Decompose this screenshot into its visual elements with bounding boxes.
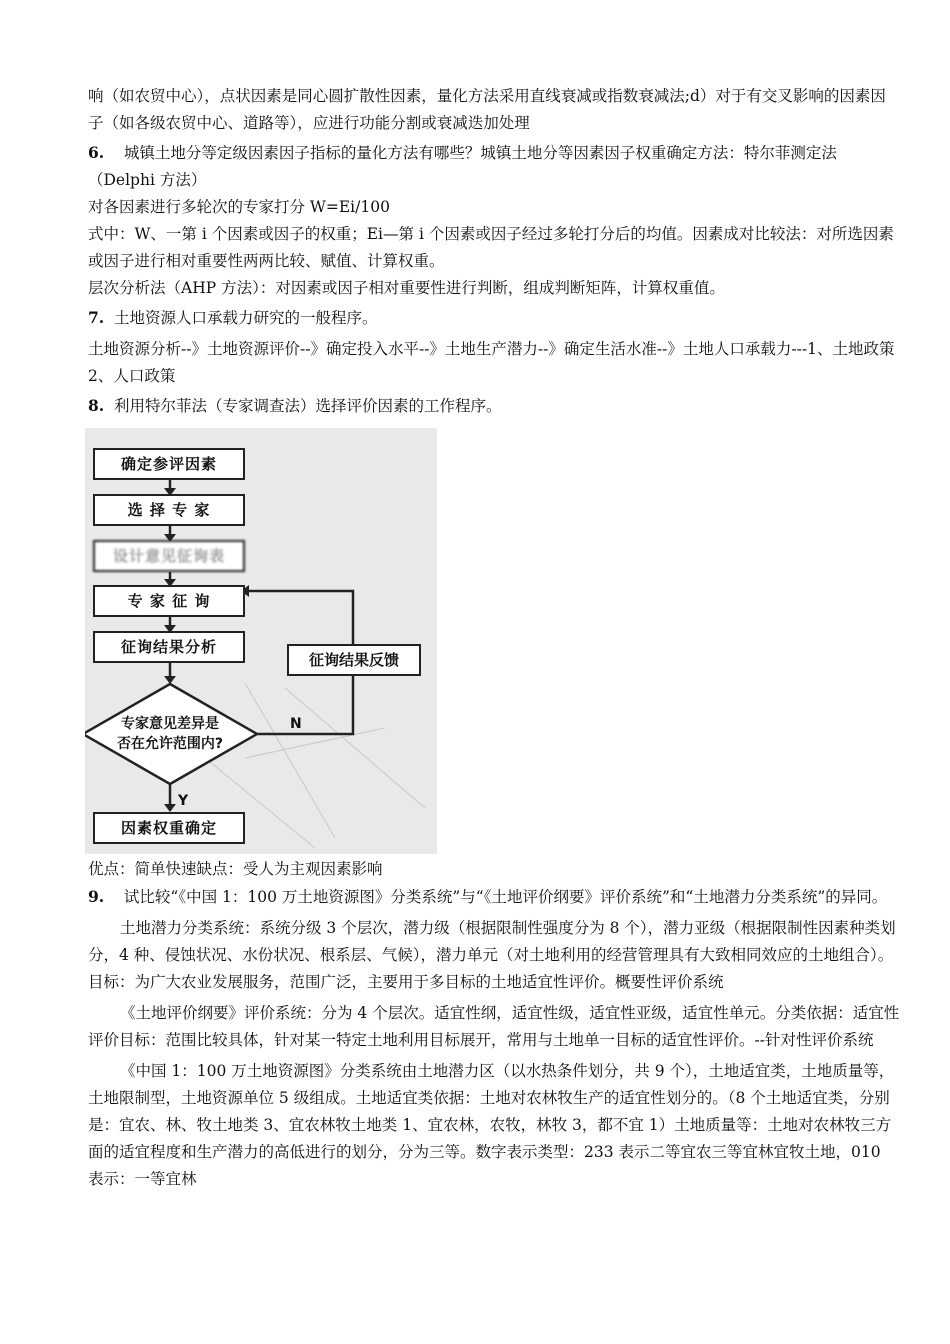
flow-step-feedback: 征询结果反馈 (287, 644, 421, 676)
flow-step-determine-factors: 确定参评因素 (93, 448, 245, 480)
paragraph-potential-classification: 土地潜力分类系统：系统分级 3 个层次，潜力级（根据限制性强度分为 8 个），潜力亚级（根据限制性因素种类划分，4 种、侵蚀状况、水份状况、根系层、气候），潜力单元（对土地利用的经营管理具有大致相同效应的土地组合）。目标：为广大农业发展服务，范围广泛，主要用于多目标的土地适宜性评价。概要性评价系统 (88, 919, 896, 991)
paragraph-continuation: 响（如农贸中心），点状因素是同心圆扩散性因素，量化方法采用直线衰减或指数衰减法;d）对于有交叉影响的因素因子（如各级农贸中心、道路等），应进行功能分割或衰减迭加处理 (88, 87, 886, 132)
question-text: 利用特尔菲法（专家调查法）选择评价因素的工作程序。 (114, 397, 502, 415)
question-7 (88, 304, 900, 332)
delphi-formula-line: 对各因素进行多轮次的专家打分 W=Ei/100 (88, 198, 390, 216)
flow-step-select-experts: 选 择 专 家 (93, 494, 245, 526)
question-9 (88, 883, 900, 911)
flow-step-result-analysis: 征询结果分析 (93, 631, 245, 663)
feedback-line (249, 591, 353, 644)
question-number: 7. (88, 308, 105, 327)
paragraph-evaluation-framework: 《土地评价纲要》评价系统：分为 4 个层次。适宜性纲，适宜性级，适宜性亚级，适宜性单元。分类依据：适宜性评价目标：范围比较具体，针对某一特定土地利用目标展开，常用与土地单一目标的适宜性评价。--针对性评价系统 (88, 1004, 900, 1049)
flow-yes-label: Y (178, 793, 189, 809)
question-text: 试比较“《中国 1：100 万土地资源图》分类系统”与“《土地评价纲要》评价系统”和“土地潜力分类系统”的异同。 (123, 888, 888, 906)
flow-step-expert-consultation: 专 家 征 询 (93, 585, 245, 617)
formula-explanation: 式中：W、一第 i 个因素或因子的权重；Ei—第 i 个因素或因子经过多轮打分后的均值。因素成对比较法：对所选因素或因子进行相对重要性两两比较、赋值、计算权重。 (88, 225, 894, 270)
document-page (88, 83, 900, 1193)
question-text: 城镇土地分等定级因素因子指标的量化方法有哪些？城镇土地分等因素因子权重确定方法：特尔菲测定法（Delphi 方法） (88, 144, 837, 189)
flow-step-design-questionnaire: 设计意见征询表 (93, 540, 245, 572)
delphi-flowchart (85, 428, 437, 854)
question-text: 土地资源人口承载力研究的一般程序。 (114, 309, 378, 327)
flow-step-weight-determination: 因素权重确定 (93, 812, 245, 844)
flow-decision-text: 专家意见差异是否在允许范围内? (116, 716, 224, 752)
question-6 (88, 139, 900, 194)
ahp-method-line: 层次分析法（AHP 方法）：对因素或因子相对重要性进行判断，组成判断矩阵，计算权重值。 (88, 279, 725, 297)
paragraph-china-land-resource-map: 《中国 1：100 万土地资源图》分类系统由土地潜力区（以水热条件划分，共 9 个），土地适宜类，土地质量等，土地限制型，土地资源单位 5 级组成。土地适宜类依据：土地对农林牧生产的适宜性划分的。（8 个土地适宜类，分别是：宜农、林、牧土地类 3、宜农林牧土地类 1、宜农林，农牧，林牧 3，都不宜 1）土地质量等：土地对农林牧三方面的适宜程度和生产潜力的高低进行的划分，分为三等。数字表示类型：233 表示二等宜农三等宜林宜牧土地，010 表示：一等宜林 (88, 1062, 895, 1188)
flow-no-label: N (290, 716, 302, 732)
question-number: 6. (88, 143, 105, 162)
question-number: 8. (88, 396, 105, 415)
question-number: 9. (88, 887, 105, 906)
procedure-line: 土地资源分析--》土地资源评价--》确定投入水平--》土地生产潜力--》确定生活水准--》土地人口承载力---1、土地政策 2、人口政策 (88, 340, 895, 385)
question-8 (88, 392, 900, 420)
pros-cons-line: 优点：简单快速缺点：受人为主观因素影响 (88, 860, 383, 878)
